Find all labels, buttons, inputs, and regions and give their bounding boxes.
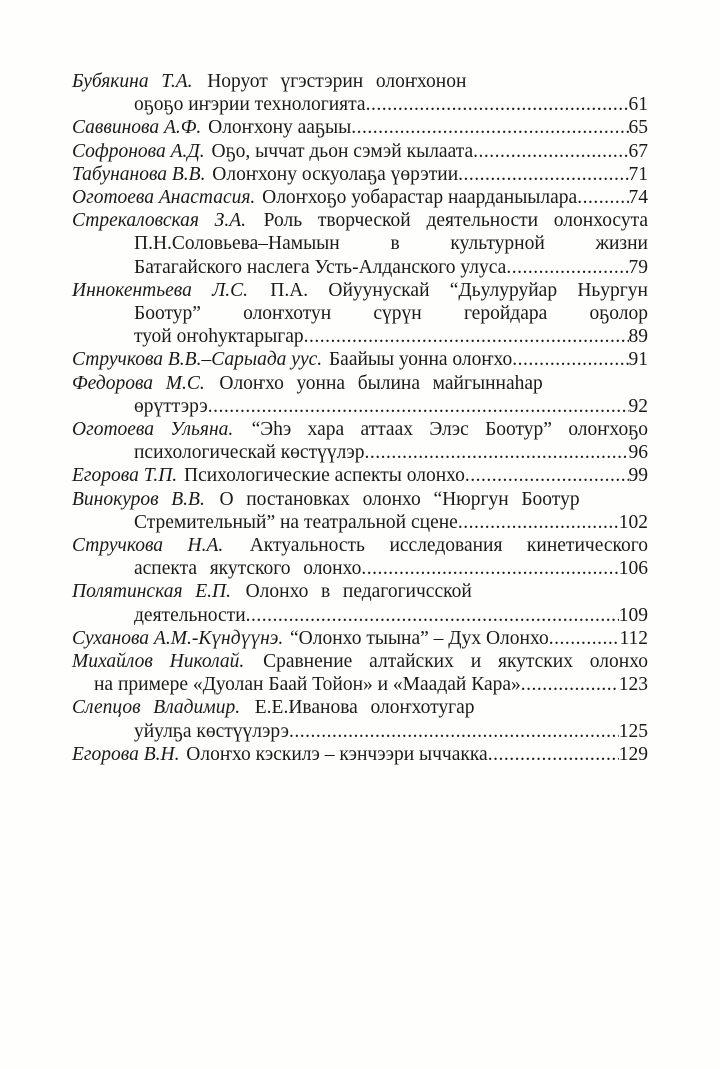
toc-title: Боотур” олоҥхотун сүрүн геройдара оҕолор [134, 303, 648, 325]
toc-line [72, 441, 648, 464]
page-number: 74 [628, 187, 648, 209]
dot-leader [246, 604, 619, 627]
toc-title: Баайыы уонна олоҥхо [328, 349, 513, 371]
toc-title: Олоҥхону ааҕыы [208, 117, 352, 139]
toc-line [72, 418, 648, 441]
toc-author: Полятинская Е.П. [72, 581, 231, 603]
toc-line [72, 256, 648, 279]
dot-leader [208, 395, 629, 418]
toc-title: Олонхо в педагогичсской [245, 581, 472, 603]
page-number: 92 [628, 395, 648, 417]
toc-line-text [134, 325, 304, 348]
toc-line [72, 279, 648, 302]
dot-leader [458, 163, 628, 186]
toc-title: өрүттэрэ [134, 395, 208, 417]
toc-title: Сравнение алтайских и якутских олонхо [263, 651, 648, 673]
toc-line-text [72, 581, 472, 602]
toc-line [72, 209, 648, 232]
toc-line [72, 627, 648, 650]
toc-line-text [94, 673, 521, 696]
toc-line-text [134, 233, 648, 254]
toc-line-text [72, 280, 648, 301]
toc-title: аспекта якутского олонхо [134, 558, 362, 580]
toc-line [72, 372, 648, 395]
toc-line [72, 604, 648, 627]
toc-line-text [72, 489, 580, 510]
toc-line [72, 232, 648, 255]
toc-title: Актуальность исследования кинетического [249, 535, 648, 557]
toc-line-text [134, 720, 289, 743]
toc-author: Винокуров В.В. [72, 488, 205, 510]
toc-line [72, 325, 648, 348]
dot-leader [521, 673, 619, 696]
dot-leader [458, 511, 619, 534]
toc-line-text [134, 604, 246, 627]
toc-author: Софронова А.Д. [72, 140, 205, 162]
toc-line [72, 511, 648, 534]
page-number: 96 [628, 442, 648, 464]
page-number: 79 [628, 256, 648, 278]
dot-leader [304, 325, 629, 348]
page-number: 91 [628, 349, 648, 371]
page-number: 102 [618, 511, 648, 533]
toc-line-text [134, 93, 366, 116]
page-number: 106 [618, 558, 648, 580]
dot-leader [364, 441, 628, 464]
toc-line [72, 580, 648, 603]
toc-line-text [134, 303, 648, 324]
toc-line [72, 302, 648, 325]
toc-line [72, 696, 648, 719]
toc-line-text [134, 557, 361, 580]
toc-line-text [72, 373, 543, 394]
dot-leader [366, 93, 629, 116]
toc-line-text [72, 140, 473, 163]
toc-line-text [72, 186, 577, 209]
toc-author: Табунанова В.В. [72, 163, 206, 185]
toc-title: О постановках олонхо “Нюргун Боотур [219, 488, 580, 510]
toc-title: “Эһэ хара аттаах Элэс Боотур” олоҥхоҕо [251, 419, 648, 441]
toc-line-text [134, 395, 208, 418]
toc-title: П.Н.Соловьева–Намыын в культурной жизни [134, 233, 648, 255]
page-number: 129 [618, 743, 648, 765]
toc-author: Егорова Т.П. [72, 465, 178, 487]
toc-title: Психологические аспекты олонхо [184, 465, 465, 487]
toc-line [72, 70, 648, 93]
toc-author: Федорова М.С. [72, 372, 205, 394]
toc-title: Олоҥхо уонна былина майгыннаһар [219, 372, 543, 394]
toc-line-text [72, 348, 512, 371]
dot-leader [289, 720, 619, 743]
toc-title: туой оҥоһуктарыгар [134, 326, 304, 348]
toc-line-text [72, 651, 648, 672]
toc-author: Иннокентьева Л.С. [72, 279, 249, 301]
toc-title: Норуот үгэстэрин олоҥхонон [207, 71, 467, 92]
toc-title: Олоҥхоҕо уобарастар наарданыылара [262, 187, 578, 209]
dot-leader [465, 464, 629, 487]
dot-leader [577, 186, 628, 209]
table-of-contents [72, 70, 648, 766]
toc-title: оҕоҕо иҥэрии технологията [134, 94, 366, 116]
toc-author: Саввинова А.Ф. [72, 117, 202, 139]
toc-line [72, 673, 648, 696]
toc-line [72, 534, 648, 557]
page-number: 123 [618, 674, 648, 696]
page-number: 89 [628, 326, 648, 348]
toc-line-text [72, 71, 466, 92]
toc-title: Стремительный” на театральной сцене [134, 511, 458, 533]
toc-title: уйулҕа көстүүлэрэ [134, 720, 289, 742]
toc-title: “Олонхо тыына” – Дух Олонхо [290, 627, 549, 649]
toc-line-text [72, 697, 475, 718]
toc-title: на примере «Дуолан Баай Тойон» и «Маадай Кара» [94, 674, 521, 696]
toc-line-text [72, 627, 549, 650]
toc-author: Стручкова В.В.–Сарыада уус. [72, 349, 323, 371]
toc-line-text [134, 511, 458, 534]
dot-leader [506, 256, 628, 279]
dot-leader [549, 627, 620, 650]
toc-line [72, 186, 648, 209]
page-number: 65 [628, 117, 648, 139]
toc-line-text [72, 464, 465, 487]
toc-line-text [72, 210, 648, 231]
toc-author: Суханова А.М.-Күндүүнэ. [72, 627, 284, 649]
toc-author: Слепцов Владимир. [72, 697, 241, 719]
toc-title: Оҕо, ыччат дьон сэмэй кылаата [211, 140, 474, 162]
toc-author: Бубякина Т.А. [72, 71, 193, 92]
toc-title: Е.Е.Иванова олоҥхотугар [254, 697, 475, 719]
toc-line-text [134, 256, 506, 279]
toc-line-text [72, 535, 648, 556]
toc-title: психологическай көстүүлэр [134, 442, 365, 464]
toc-line-text [72, 419, 648, 440]
toc-author: Стрекаловская З.А. [72, 210, 246, 232]
dot-leader [473, 140, 628, 163]
toc-author: Михайлов Николай. [72, 651, 245, 673]
toc-line [72, 140, 648, 163]
toc-author: Стручкова Н.А. [72, 535, 224, 557]
toc-line [72, 116, 648, 139]
toc-line [72, 557, 648, 580]
page-number: 61 [628, 94, 648, 116]
dot-leader [488, 743, 619, 766]
toc-line [72, 650, 648, 673]
toc-author: Оготоева Ульяна. [72, 419, 234, 441]
toc-line [72, 743, 648, 766]
page-number: 99 [628, 465, 648, 487]
toc-title: Роль творческой деятельности олонхосута [263, 210, 648, 232]
toc-line [72, 720, 648, 743]
page-number: 67 [628, 140, 648, 162]
toc-line-text [72, 743, 488, 766]
toc-line [72, 488, 648, 511]
toc-line [72, 395, 648, 418]
toc-line-text [134, 441, 364, 464]
dot-leader [512, 348, 628, 371]
page-number: 109 [618, 604, 648, 626]
page-number: 112 [619, 627, 648, 649]
page-number: 125 [618, 720, 648, 742]
toc-author: Оготоева Анастасия. [72, 187, 256, 209]
toc-line [72, 348, 648, 371]
dot-leader [351, 116, 628, 139]
toc-line [72, 93, 648, 116]
toc-title: П.А. Ойуунускай “Дьулуруйар Ньургун [270, 279, 648, 301]
toc-title: Батагайского наслега Усть-Алданского улуса [134, 256, 507, 278]
toc-title: Олоҥхону оскуолаҕа үөрэтии [212, 163, 459, 185]
toc-line [72, 464, 648, 487]
dot-leader [361, 557, 618, 580]
page-number: 71 [628, 163, 648, 185]
toc-author: Егорова В.Н. [72, 743, 180, 765]
toc-line-text [72, 163, 458, 186]
toc-title: Олоҥхо кэскилэ – кэнчээри ыччакка [186, 743, 488, 765]
toc-line [72, 163, 648, 186]
toc-title: деятельности [134, 604, 246, 626]
toc-line-text [72, 116, 351, 139]
